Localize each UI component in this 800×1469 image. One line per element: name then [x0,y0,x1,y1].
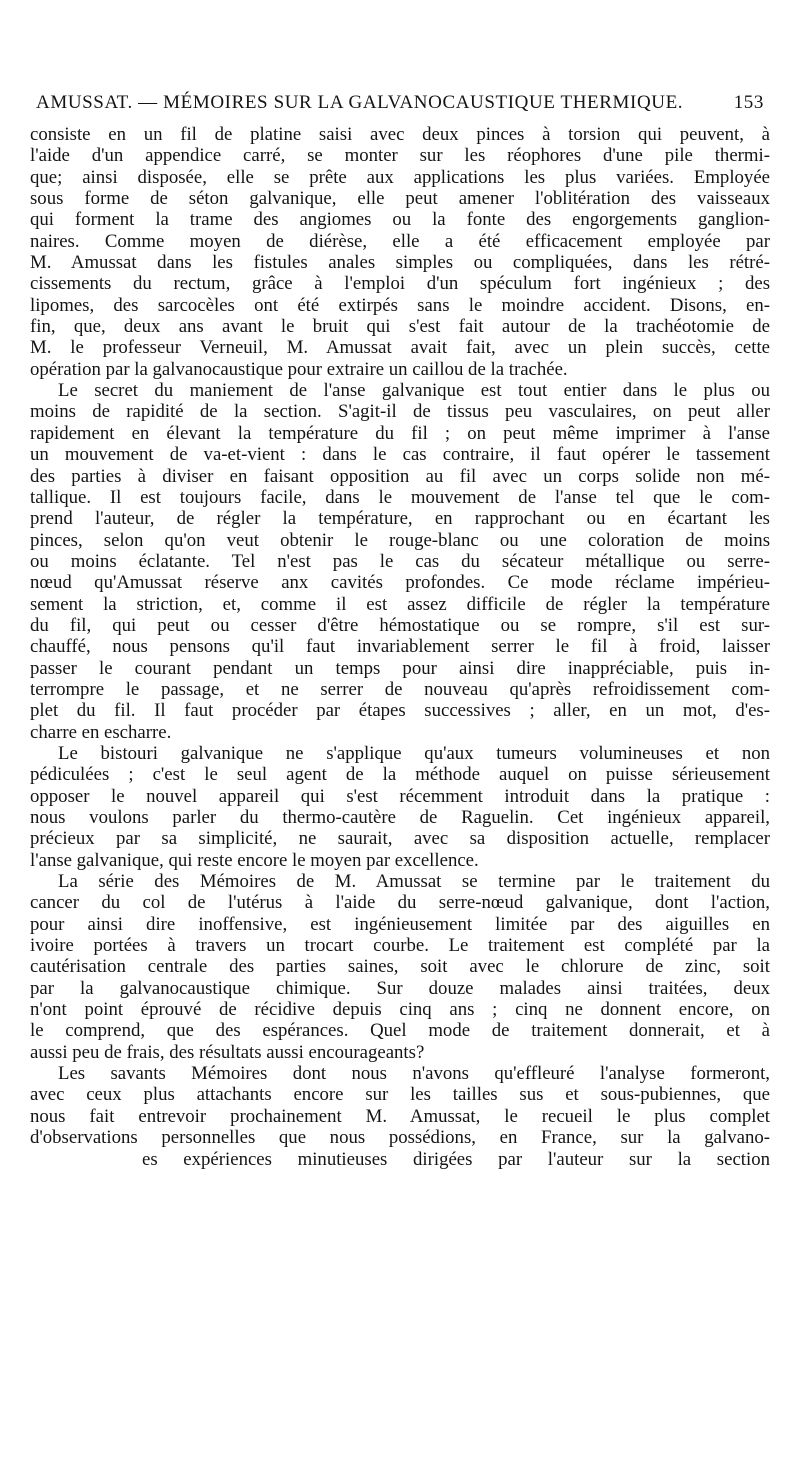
text-line: tallique. Il est toujours facile, dans le mouvement de l'anse tel que le com- [30,486,770,508]
text-line: cissements du rectum, grâce à l'emploi d'un spéculum fort ingénieux ; des [30,273,770,295]
text-line: qui forment la trame des angiomes ou la fonte des engorgements ganglion- [30,209,770,231]
text-line: ivoire portées à travers un trocart courbe. Le traitement est complété par la [30,935,770,957]
body-text [30,124,770,1170]
text-line: lipomes, des sarcocèles ont été extirpés sans le moindre accident. Disons, en- [30,294,770,316]
text-line: du fil, qui peut ou cesser d'être hémostatique ou se rompre, s'il est sur- [30,614,770,636]
text-line: des parties à diviser en faisant opposition au fil avec un corps solide non mé- [30,465,770,487]
paragraph-2 [30,380,770,743]
text-line: charre en escharre. [30,721,172,743]
text-line: sous forme de séton galvanique, elle peut amener l'oblitération des vaisseaux [30,188,770,210]
text-line: prend l'auteur, de régler la température, en rapprochant ou en écartant les [30,508,770,530]
running-header [36,92,764,118]
paragraph-1 [30,124,770,380]
text-line: pédiculées ; c'est le seul agent de la méthode auquel on puisse sérieusement [30,764,770,786]
text-line: le comprend, que des espérances. Quel mode de traitement donnerait, et à [30,1020,770,1042]
text-line: nœud qu'Amussat réserve anx cavités profondes. Ce mode réclame impérieu- [30,572,770,594]
text-line: M. Amussat dans les fistules anales simples ou compliquées, dans les rétré- [30,252,770,274]
text-line: opposer le nouvel appareil qui s'est récemment introduit dans la pratique : [30,785,770,807]
text-line: nous fait entrevoir prochainement M. Amussat, le recueil le plus complet [30,1105,770,1127]
text-line: pour ainsi dire inoffensive, est ingénieusement limitée par des aiguilles en [30,913,770,935]
text-line: pinces, selon qu'on veut obtenir le rouge-blanc ou une coloration de moins [30,529,770,551]
text-line: d'observations personnelles que nous possédions, en France, sur la galvano- [30,1127,770,1149]
text-line: Les savants Mémoires dont nous n'avons qu'effleuré l'analyse formeront, [58,1063,770,1085]
paragraph-4 [30,871,770,1063]
text-line: opération par la galvanocaustique pour extraire un caillou de la trachée. [30,358,568,380]
running-head-title: AMUSSAT. — MÉMOIRES SUR LA GALVANOCAUSTIQUE THERMIQUE. [36,92,684,113]
text-line: que; ainsi disposée, elle se prête aux applications les plus variées. Employée [30,166,770,188]
text-line: plet du fil. Il faut procéder par étapes successives ; aller, en un mot, d'es- [30,700,770,722]
text-line: cancer du col de l'utérus à l'aide du serre-nœud galvanique, dont l'action, [30,892,770,914]
text-line: fin, que, deux ans avant le bruit qui s'est fait autour de la trachéotomie de [30,316,770,338]
page-number: 153 [733,92,764,113]
text-line: terrompre le passage, et ne serrer de nouveau qu'après refroidissement com- [30,678,770,700]
text-line: n'ont point éprouvé de récidive depuis cinq ans ; cinq ne donnent encore, on [30,999,770,1021]
text-line: précieux par sa simplicité, ne saurait, avec sa disposition actuelle, remplacer [30,828,770,850]
text-line: avec ceux plus attachants encore sur les tailles sus et sous-pubiennes, que [30,1084,770,1106]
text-line: passer le courant pendant un temps pour ainsi dire inappréciable, puis in- [30,657,770,679]
truncated-bottom-line: es expériences minutieuses dirigées par l'auteur sur la section [142,1148,770,1170]
text-line: ou moins éclatante. Tel n'est pas le cas du sécateur métallique ou serre- [30,550,770,572]
text-line: rapidement en élevant la température du fil ; on peut même imprimer à l'anse [30,422,770,444]
text-line: l'anse galvanique, qui reste encore le moyen par excellence. [30,849,479,871]
text-line: nous voulons parler du thermo-cautère de Raguelin. Cet ingénieux appareil, [30,807,770,828]
text-line: consiste en un fil de platine saisi avec deux pinces à torsion qui peuvent, à [30,124,770,145]
text-line: chauffé, nous pensons qu'il faut invariablement serrer le fil à froid, laisser [30,636,770,658]
paragraph-3 [30,743,770,871]
paragraph-5 [30,1063,770,1148]
text-line: aussi peu de frais, des résultats aussi encourageants? [30,1041,425,1063]
text-line: moins de rapidité de la section. S'agit-il de tissus peu vasculaires, on peut aller [30,401,770,423]
text-line: M. le professeur Verneuil, M. Amussat avait fait, avec un plein succès, cette [30,337,770,359]
text-line: sement la striction, et, comme il est assez difficile de régler la température [30,593,770,615]
text-line: un mouvement de va-et-vient : dans le cas contraire, il faut opérer le tassement [30,444,770,466]
text-line: Le secret du maniement de l'anse galvanique est tout entier dans le plus ou [58,380,770,402]
text-line: l'aide d'un appendice carré, se monter sur les réophores d'une pile thermi- [30,145,770,167]
text-line: cautérisation centrale des parties saines, soit avec le chlorure de zinc, soit [30,956,770,978]
text-line: naires. Comme moyen de diérèse, elle a été efficacement employée par [30,230,770,252]
text-line: par la galvanocaustique chimique. Sur douze malades ainsi traitées, deux [30,977,770,999]
text-line: Le bistouri galvanique ne s'applique qu'aux tumeurs volumineuses et non [58,742,770,764]
text-line: La série des Mémoires de M. Amussat se termine par le traitement du [58,871,770,893]
